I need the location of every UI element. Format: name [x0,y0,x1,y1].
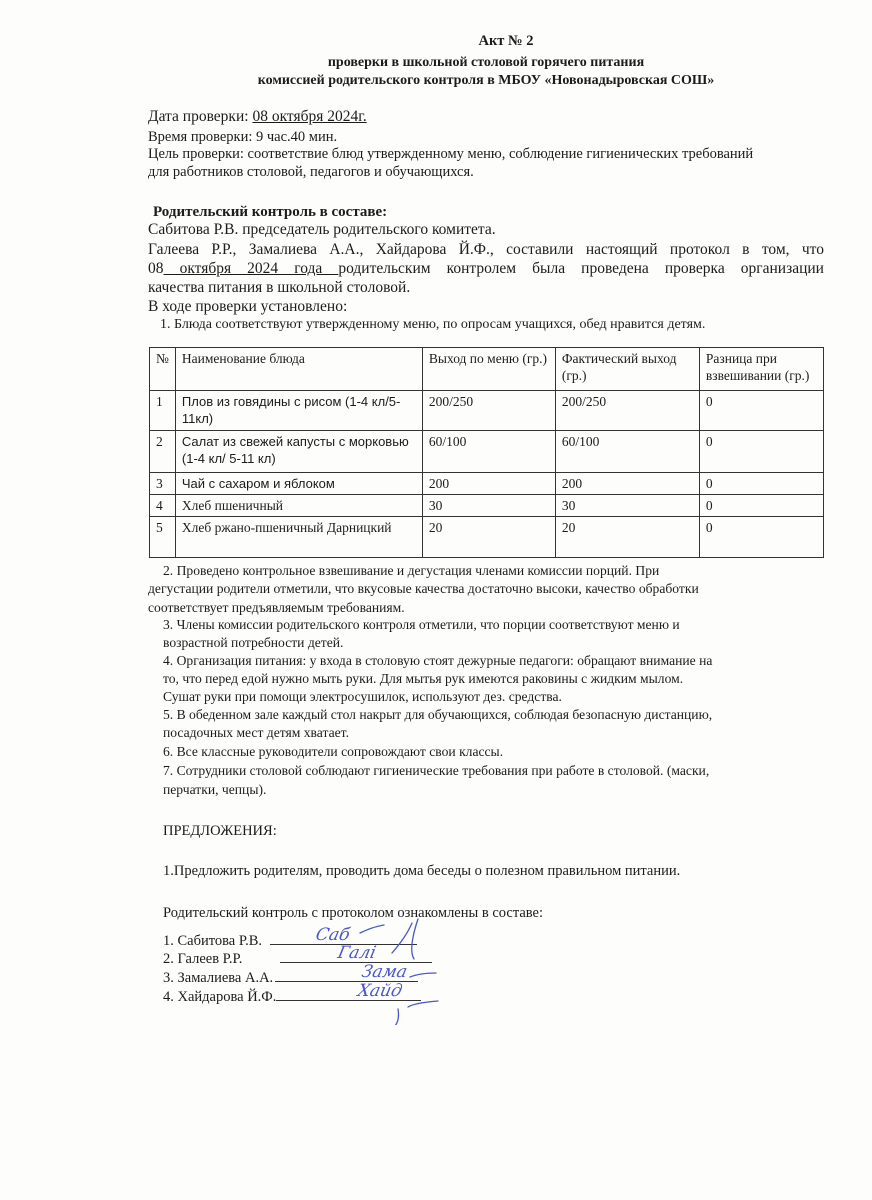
table-row [150,473,824,495]
committee-text [148,260,824,278]
signature-flourishes [300,915,450,1025]
cell: 30 [555,495,699,517]
committee-chair: Сабитова Р.В. председатель родительского комитета. [148,221,496,238]
table-row [150,391,824,431]
finding-line: перчатки, чепцы). [163,782,267,797]
text: родительским контролем была проведена проверка организации [338,260,824,277]
dishes-table [149,347,824,558]
finding-line: Сушат руки при помощи электросушилок, используют дез. средства. [163,689,562,704]
finding-line: то, что перед едой нужно мыть руки. Для мытья рук имеются раковины с жидким мылом. [163,671,684,686]
proposals-heading: ПРЕДЛОЖЕНИЯ: [163,823,277,839]
cell: 0 [699,473,823,495]
col-header: Фактический выход (гр.) [555,348,699,391]
committee-heading: Родительский контроль в составе: [153,204,388,220]
cell: Чай с сахаром и яблоком [175,473,422,495]
day: 08 [148,260,164,277]
act-title: Акт № 2 [478,33,534,49]
findings-intro: В ходе проверки установлено: [148,298,348,315]
cell: 200 [555,473,699,495]
inspection-goal: Цель проверки: соответствие блюд утвержденному меню, соблюдение гигиенических требований [148,146,754,162]
cell: 60/100 [422,431,555,473]
finding-1: 1. Блюда соответствуют утвержденному меню, по опросам учащихся, обед нравится детям. [160,317,706,332]
signatory-name: 1. Сабитова Р.В. [163,933,263,949]
table-row [150,495,824,517]
cell: 2 [150,431,176,473]
cell: Хлеб пшеничный [175,495,422,517]
finding-line: посадочных мест детям хватает. [163,725,349,740]
cell: 200 [422,473,555,495]
inspection-date [148,108,367,126]
finding-line: 7. Сотрудники столовой соблюдают гигиенические требования при работе в столовой. (маски, [163,763,710,778]
finding-line: 4. Организация питания: у входа в столовую стоят дежурные педагоги: обращают внимание на [163,653,713,668]
cell: 60/100 [555,431,699,473]
cell: 20 [555,517,699,558]
signature-1: Саб [313,925,352,945]
finding-line: 5. В обеденном зале каждый стол накрыт для обучающихся, соблюдая безопасную дистанцию, [163,707,713,722]
cell: 200/250 [555,391,699,431]
table-header-row [150,348,824,391]
cell: 4 [150,495,176,517]
finding-line: 6. Все классные руководители сопровождают свои классы. [163,744,504,759]
cell: 0 [699,495,823,517]
col-header: № [150,348,176,391]
signature-3: Зама [359,962,410,982]
cell: Плов из говядины с рисом (1-4 кл/5-11кл) [175,391,422,431]
table-row [150,431,824,473]
signature-2: Галі [335,943,378,963]
signatory-name: 2. Галеев Р.Р. [163,951,243,967]
inspection-goal-cont: для работников столовой, педагогов и обучающихся. [148,164,474,180]
cell: 0 [699,391,823,431]
signature-4: Хайд [355,981,405,1001]
cell: 1 [150,391,176,431]
proposal-1: 1.Предложить родителям, проводить дома беседы о полезном правильном питании. [163,863,681,879]
act-subtitle-2: комиссией родительского контроля в МБОУ «Новонадыровская СОШ» [257,73,715,88]
month-year: октября 2024 года [163,260,339,277]
cell: 0 [699,517,823,558]
cell: Хлеб ржано-пшеничный Дарницкий [175,517,422,558]
date-label: Дата проверки: [148,108,253,125]
col-header: Выход по меню (гр.) [422,348,555,391]
date-value: 08 октября 2024г. [252,108,367,125]
finding-line: возрастной потребности детей. [163,635,344,650]
cell: 30 [422,495,555,517]
cell: 3 [150,473,176,495]
act-subtitle-1: проверки в школьной столовой горячего питания [327,55,645,70]
cell: 5 [150,517,176,558]
finding-line: соответствует предъявляемым требованиям. [148,600,405,615]
finding-line: дегустации родители отметили, что вкусовые качества достаточно высоки, качество обработки [148,581,699,596]
committee-text-cont: качества питания в школьной столовой. [148,279,411,296]
table-row [150,517,824,558]
finding-line: 3. Члены комиссии родительского контроля отметили, что порции соответствуют меню и [163,617,680,632]
signatory-name: 3. Замалиева А.А. [163,970,274,986]
col-header: Наименование блюда [175,348,422,391]
finding-line: 2. Проведено контрольное взвешивание и дегустация членами комиссии порций. При [163,563,660,578]
col-header: Разница при взвешивании (гр.) [699,348,823,391]
acknowledgement: Родительский контроль с протоколом ознакомлены в составе: [163,905,543,921]
cell: 20 [422,517,555,558]
cell: 0 [699,431,823,473]
signatory-name: 4. Хайдарова Й.Ф. [163,989,277,1005]
inspection-time: Время проверки: 9 час.40 мин. [148,129,338,145]
committee-members: Галеева Р.Р., Замалиева А.А., Хайдарова Й.Ф., составили настоящий протокол в том, что [148,241,824,258]
cell: Салат из свежей капусты с морковью (1-4 кл/ 5-11 кл) [175,431,422,473]
cell: 200/250 [422,391,555,431]
